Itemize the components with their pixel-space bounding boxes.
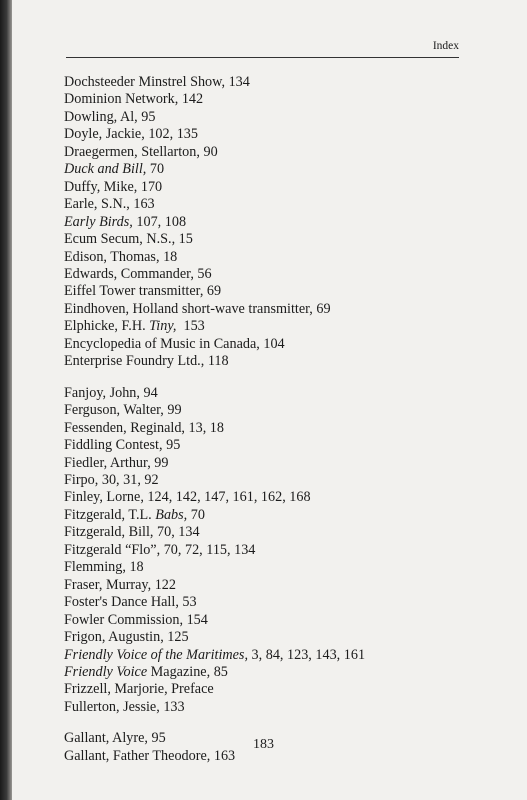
index-entry-pages: , 15 xyxy=(171,231,193,248)
index-entry xyxy=(64,266,464,283)
index-entry xyxy=(64,74,464,91)
index-entry-pages: , 69 xyxy=(309,300,331,317)
index-entry-name: Eindhoven, Holland short-wave transmitter xyxy=(64,300,310,317)
index-entry xyxy=(64,91,464,108)
index-entry-name: Edwards, Commander xyxy=(64,265,191,282)
index-entry-name: Gallant, Alyre xyxy=(64,730,145,747)
index-entry-name: Foster's Dance Hall xyxy=(64,594,176,611)
index-entry-name: Dochsteeder Minstrel Show xyxy=(64,74,222,90)
index-entry-name: Dowling, Al xyxy=(64,108,135,125)
index-entry-name: Duffy, Mike xyxy=(64,178,134,195)
index-entry-pages: , 122 xyxy=(147,576,176,593)
index-entry-pages: , 56 xyxy=(190,265,212,282)
index-entry-pages: , 69 xyxy=(199,283,222,300)
index-entry xyxy=(64,385,464,402)
index-entry-pages: 70 xyxy=(146,161,165,178)
index-entry-name: Fraser, Murray xyxy=(64,576,148,593)
index-entry-name: Edison, Thomas xyxy=(64,248,156,265)
index-entry-pages: , 118 xyxy=(200,353,229,370)
index-entry-pages: , 95 xyxy=(144,730,166,747)
index-entry-pages: 70 xyxy=(187,506,205,523)
index-entry-name: Fanjoy, John xyxy=(64,384,137,401)
index-entry-name: Flemming xyxy=(64,559,123,576)
index-entry xyxy=(64,336,464,353)
index-entry-name: Dominion Network xyxy=(64,91,175,108)
index-entry xyxy=(64,647,464,664)
index-entry xyxy=(64,214,464,231)
index-entry-pages: , 170 xyxy=(133,178,163,195)
index-entry-name: Fitzgerald “Flo” xyxy=(64,541,157,558)
index-entry-pages: , 90 xyxy=(196,143,218,160)
index-entry-pages: , 18 xyxy=(155,248,178,265)
index-entry xyxy=(64,577,464,594)
index-entry xyxy=(64,664,464,681)
index-entry xyxy=(64,301,464,318)
index-entry-name: Doyle, Jackie xyxy=(64,126,142,143)
index-entry-name: Fitzgerald, Bill xyxy=(64,524,150,541)
index-entry-pages: , 94 xyxy=(136,384,158,401)
index-entry-pages: , Preface xyxy=(164,681,214,698)
index-entry xyxy=(64,437,464,454)
index-entry-pages: , 18 xyxy=(122,559,144,576)
index-entry-name: Ecum Secum, N.S. xyxy=(64,231,172,248)
page-number: 183 xyxy=(253,737,274,752)
index-entry xyxy=(64,681,464,698)
index-entry xyxy=(64,353,464,370)
index-entry xyxy=(64,249,464,266)
index-entry-name: Ferguson, Walter xyxy=(64,402,161,419)
index-entry-pages: , 95 xyxy=(134,108,156,125)
index-entry-pages: , 85 xyxy=(206,663,228,680)
index-entry xyxy=(64,318,464,335)
index-entry-name: Gallant, Father Theodore xyxy=(64,747,207,764)
index-entry-name: Fitzgerald, T.L. xyxy=(64,506,152,523)
index-entry-pages: , 30, 31, 92 xyxy=(94,471,159,488)
index-entry-pages: , 70, 72, 115, 134 xyxy=(156,541,256,558)
index-entry-pages: , 163 xyxy=(126,196,155,213)
index-entry-name: Friendly Voice of the Maritimes, xyxy=(64,646,248,663)
index-entry-pages: 3, 84, 123, 143, 161 xyxy=(248,646,366,663)
index-entry-name: Frizzell, Marjorie xyxy=(64,681,165,698)
index-entry xyxy=(64,455,464,472)
index-entry-name: Finley, Lorne xyxy=(64,489,141,506)
index-entry xyxy=(64,524,464,541)
index-entry xyxy=(64,161,464,178)
index-entry-name: Fessenden, Reginald xyxy=(64,419,182,436)
index-entry xyxy=(64,699,464,716)
index-entry-pages: , 104 xyxy=(256,335,285,352)
index-entry xyxy=(64,402,464,419)
running-header: Index xyxy=(432,40,459,52)
index-entry xyxy=(64,179,464,196)
index-entry-name: Elphicke, F.H. xyxy=(64,318,146,335)
index-entry xyxy=(64,109,464,126)
index-entry-name: Eiffel Tower transmitter xyxy=(64,283,200,300)
index-entry xyxy=(64,420,464,437)
index-entry xyxy=(64,472,464,489)
index-entry xyxy=(64,594,464,611)
index-entry xyxy=(64,231,464,248)
index-entry-pages: , 99 xyxy=(147,454,169,471)
index-entry xyxy=(64,489,464,506)
index-entry-name: Fiedler, Arthur xyxy=(64,454,148,471)
index-entry-name: Fowler Commission xyxy=(64,611,180,628)
index-entry xyxy=(64,196,464,213)
index-entry-pages: , 142 xyxy=(174,91,204,108)
index-entry-pages: , 95 xyxy=(159,437,181,454)
index-entry xyxy=(64,144,464,161)
index-entry-pages: , 134 xyxy=(221,74,250,90)
index-entry-pages: 107, 108 xyxy=(132,213,187,230)
index-entry xyxy=(64,542,464,559)
index-entry xyxy=(64,629,464,646)
index-entry-name: Encyclopedia of Music in Canada xyxy=(64,335,257,352)
index-entry-pages: , 125 xyxy=(160,629,189,646)
index-entry-pages: , 99 xyxy=(160,402,182,419)
index-entry xyxy=(64,126,464,143)
index-entry-pages: , 102, 135 xyxy=(141,126,198,143)
index-entry-pages: , 70, 134 xyxy=(149,524,200,541)
index-entry-pages: , 124, 142, 147, 161, 162, 168 xyxy=(140,489,311,506)
index-entry-name: Duck and Bill, xyxy=(64,161,147,178)
index-entry-nickname: Tiny, xyxy=(149,318,177,335)
header-rule xyxy=(66,57,459,58)
index-entry xyxy=(64,612,464,629)
index-entry-name: Friendly Voice xyxy=(64,663,148,680)
index-entry-pages: , 154 xyxy=(179,611,208,628)
index-entry-name: Earle, S.N. xyxy=(64,196,127,213)
index-entries xyxy=(64,74,464,765)
index-entry-suffix: Magazine xyxy=(147,663,207,680)
index-entry-name: Frigon, Augustin xyxy=(64,629,161,646)
index-entry-pages: , 13, 18 xyxy=(181,419,224,436)
index-entry-name: Draegermen, Stellarton xyxy=(64,143,197,160)
index-entry-name: Fiddling Contest xyxy=(64,437,159,454)
index-entry xyxy=(64,559,464,576)
index-entry xyxy=(64,507,464,524)
index-entry-pages: 153 xyxy=(176,318,205,335)
index-entry-pages: , 133 xyxy=(156,698,185,715)
index-entry xyxy=(64,283,464,300)
index-entry-name: Early Birds, xyxy=(64,213,133,230)
index-entry-pages: , 163 xyxy=(206,747,236,764)
book-spine-shadow xyxy=(0,0,12,800)
index-entry-name: Firpo xyxy=(64,471,95,488)
index-entry-pages: , 53 xyxy=(175,594,197,611)
index-entry-nickname: Babs, xyxy=(155,506,188,523)
index-entry-name: Enterprise Foundry Ltd. xyxy=(64,353,201,370)
index-entry-name: Fullerton, Jessie xyxy=(64,698,157,715)
